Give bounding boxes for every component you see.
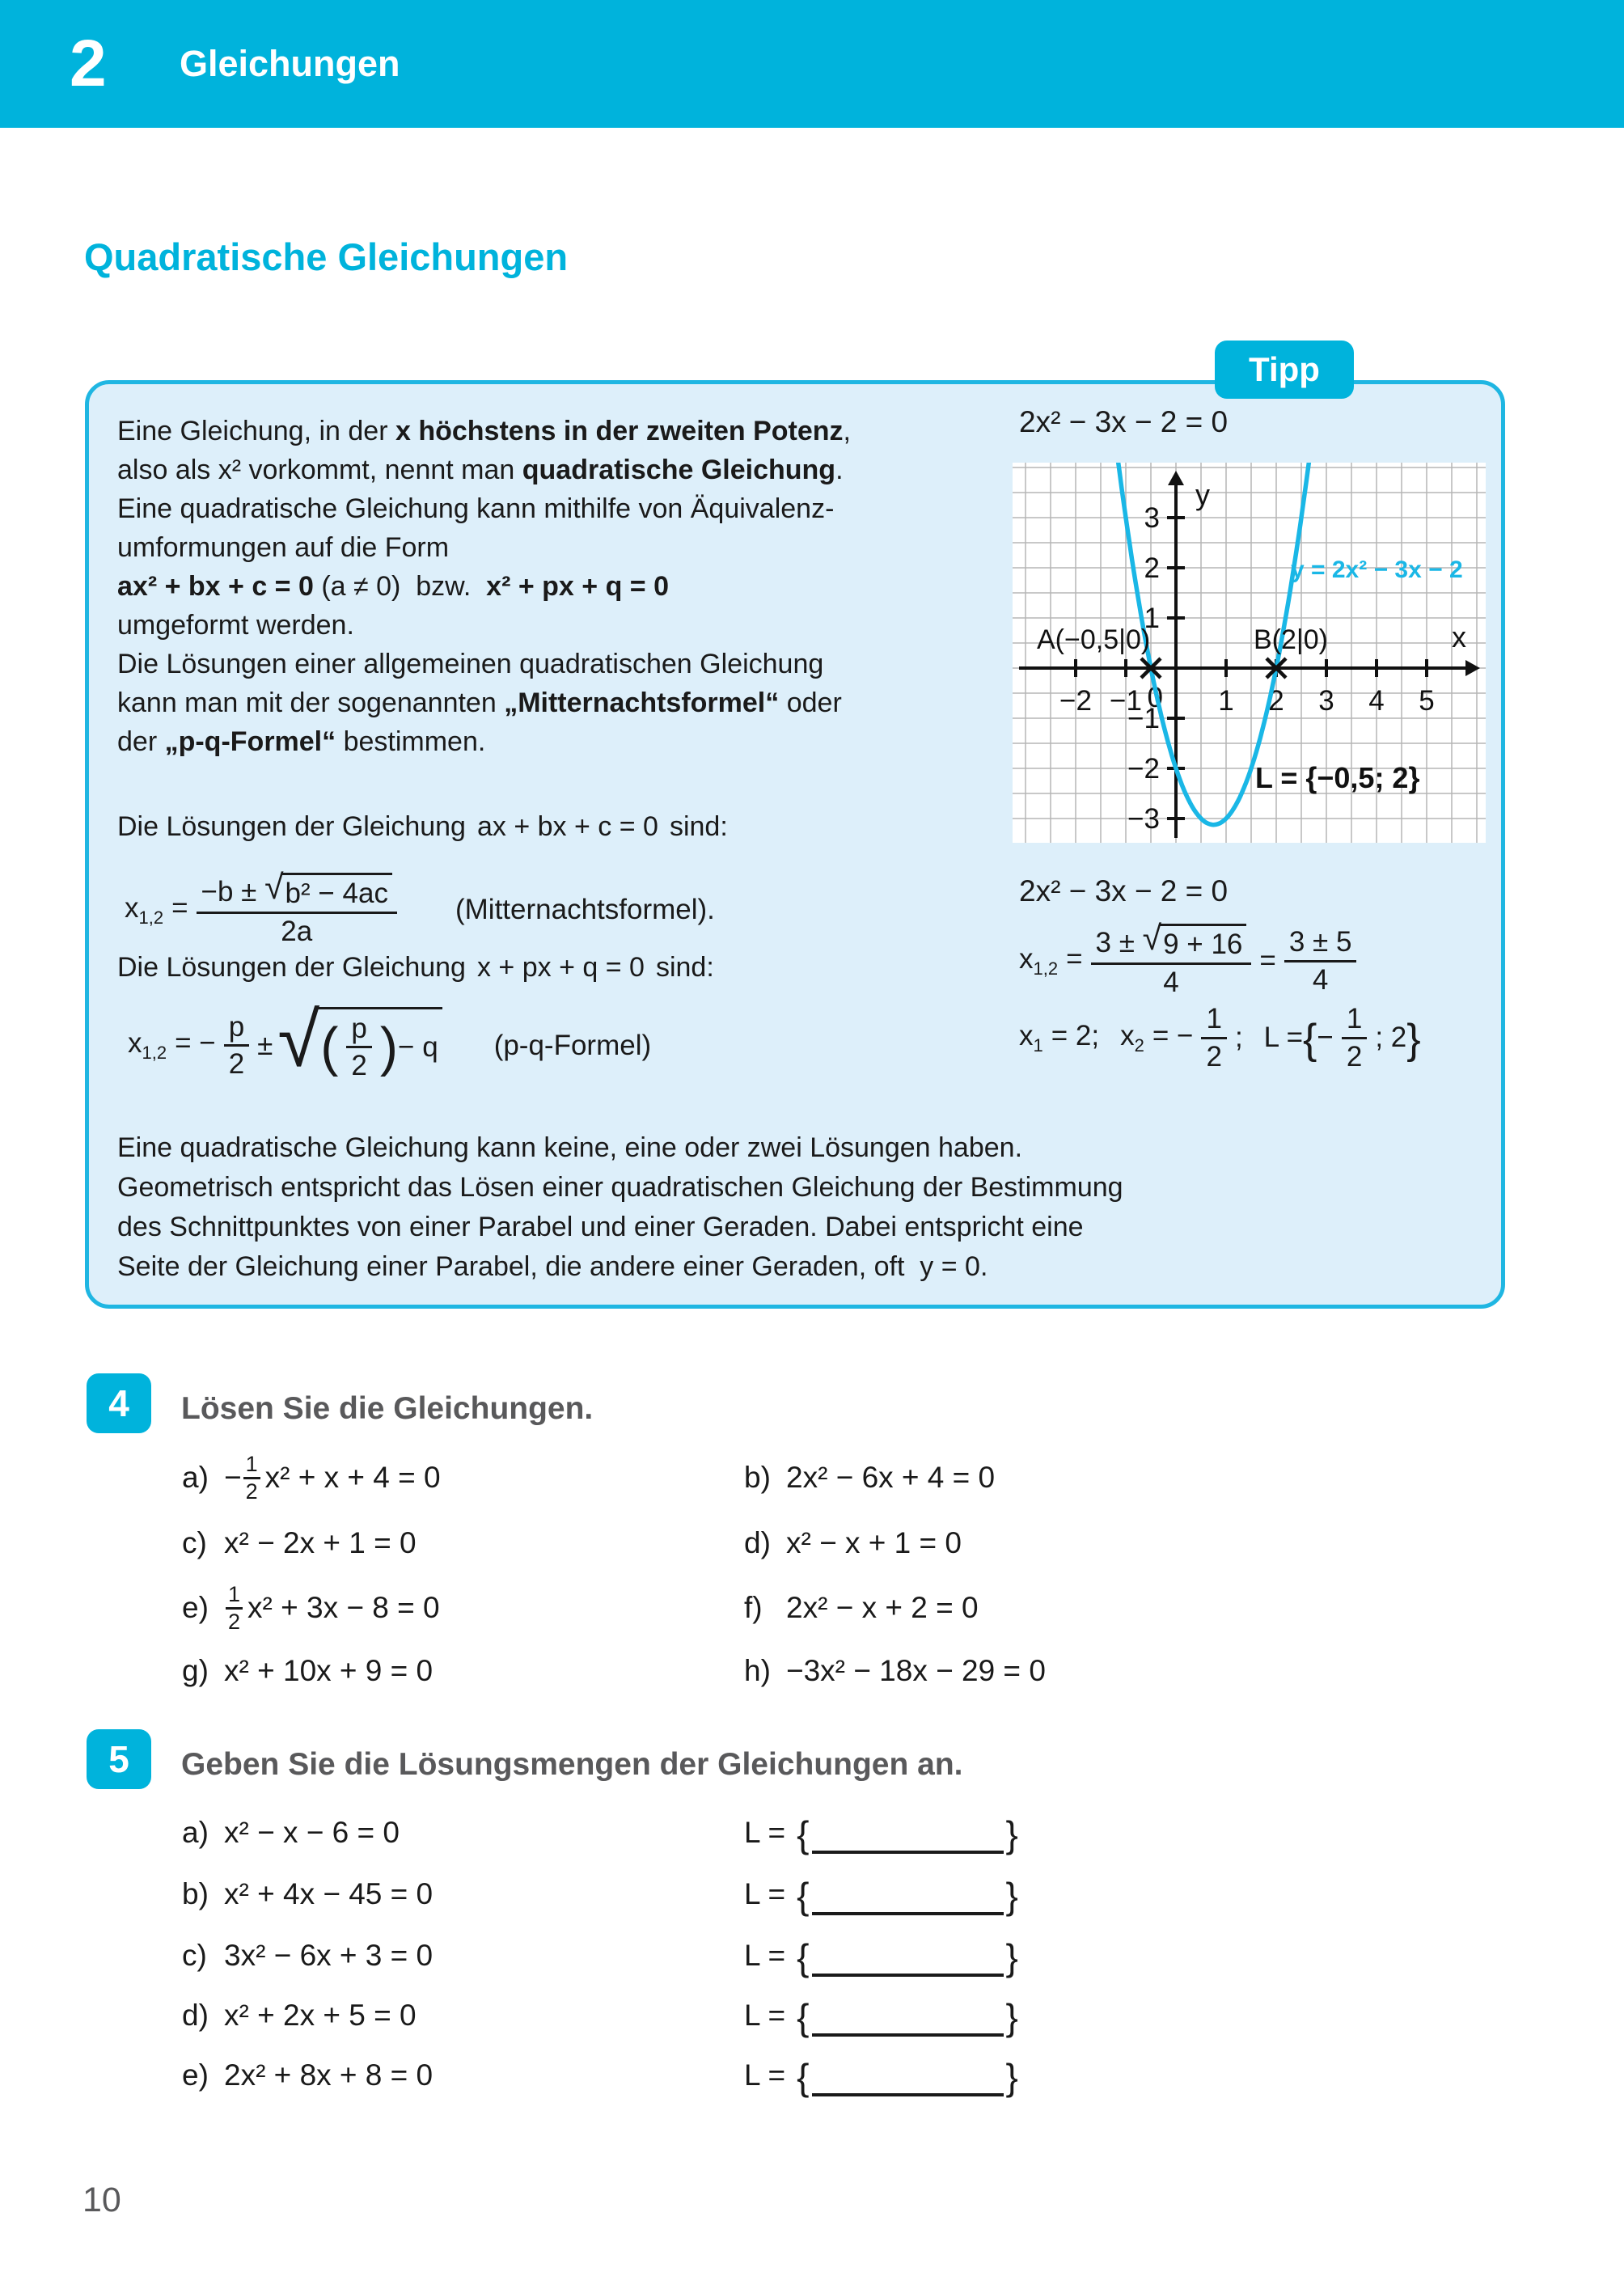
exercise5-item — [182, 1862, 433, 1927]
exercise5-item — [182, 2043, 433, 2108]
solution-set-lhs: L = — [744, 1877, 786, 1910]
tipp-tab: Tipp — [1215, 341, 1354, 399]
y-tick-label: −3 — [1127, 803, 1160, 835]
solution-set-field — [744, 1862, 1018, 1927]
exercise5-item — [182, 1983, 417, 2048]
fraction-denominator: 2 — [228, 1048, 245, 1080]
chapter-number: 2 — [70, 27, 107, 100]
exercise4-item — [744, 1572, 979, 1644]
y-tick-label: 1 — [1144, 603, 1160, 634]
example-solution-step — [1019, 915, 1364, 1007]
fraction-numerator: 1 — [226, 1582, 243, 1609]
text-segment: oder — [779, 687, 842, 718]
text-segment: ax² + bx + c = 0 — [117, 571, 314, 602]
text-segment: Eine Gleichung, in der — [117, 416, 395, 446]
fraction-denominator: 4 — [1163, 966, 1179, 998]
y-tick-label: 3 — [1144, 502, 1160, 534]
open-brace: { — [797, 2056, 810, 2098]
tip-paragraph-intro — [117, 412, 851, 761]
text-segment: umformungen auf die Form — [117, 532, 450, 563]
tip-text-line — [117, 606, 851, 645]
tip-text-line — [117, 722, 851, 761]
section-title: Quadratische Gleichungen — [84, 235, 569, 278]
exercise4-item — [182, 1572, 440, 1644]
square-root — [277, 997, 442, 1084]
function-graph — [1013, 463, 1486, 843]
fraction-denominator: 2 — [228, 1609, 241, 1634]
answer-blank[interactable] — [812, 2033, 1004, 2037]
open-brace: { — [797, 1936, 810, 1978]
y-axis-label: y — [1195, 478, 1210, 511]
radicand — [316, 1007, 442, 1081]
text-segment: quadratische Gleichung — [522, 455, 836, 485]
exercise-4-badge: 4 — [87, 1373, 151, 1433]
fraction-numerator: 3 ± 5 — [1284, 926, 1357, 962]
formula-caption: (Mitternachtsformel). — [455, 894, 715, 925]
minus-sign: − — [1317, 1022, 1334, 1053]
chapter-title: Gleichungen — [180, 43, 400, 84]
equation-text: x² + 3x − 8 = 0 — [247, 1591, 440, 1624]
solution-set-label: L = {−0,5; 2} — [1255, 761, 1420, 794]
equation-text: 2x² + 8x + 8 = 0 — [224, 2058, 433, 2092]
normal-form-equation: x + px + q = 0 — [476, 952, 645, 983]
equation-text: x² + x + 4 = 0 — [264, 1461, 441, 1494]
solution-set-lhs: L = — [744, 1939, 786, 1972]
equation-text: 2x² − 6x + 4 = 0 — [786, 1461, 996, 1494]
item-label: g) — [182, 1654, 209, 1687]
tip-text-line — [117, 451, 851, 489]
exercise4-item — [182, 1507, 417, 1580]
equation-text: −3x² − 18x − 29 = 0 — [786, 1654, 1046, 1687]
radical-sign: √ — [264, 868, 284, 907]
solution-set-lhs: L = — [1263, 1022, 1304, 1053]
tip-text-line — [117, 567, 851, 606]
tip-text-line: Seite der Gleichung einer Parabel, die andere einer Geraden, oft y = 0. — [117, 1251, 988, 1282]
set-rest: ; 2 — [1375, 1022, 1407, 1053]
text-segment: x² + px + q = 0 — [486, 571, 670, 602]
text-segment: . — [835, 455, 844, 485]
minus-sign: − — [224, 1461, 242, 1494]
pq-formel — [128, 999, 651, 1092]
exercise-5-badge: 5 — [87, 1729, 151, 1789]
equation-text: x² + 4x − 45 = 0 — [224, 1877, 433, 1910]
fraction-numerator: p — [346, 1013, 371, 1048]
solution-set-field — [744, 1983, 1018, 2048]
item-label: c) — [182, 1526, 207, 1559]
equation-text: x² − x − 6 = 0 — [224, 1816, 400, 1849]
exercise4-item — [182, 1441, 441, 1514]
formula-caption: (p-q-Formel) — [493, 1029, 652, 1061]
solution-set-field — [744, 1800, 1018, 1865]
exercise5-item — [182, 1800, 400, 1865]
formula-lhs: $x_{1,2}$ = − — [128, 1027, 216, 1063]
x-tick-label: 5 — [1419, 685, 1435, 717]
tip-text-line: Geometrisch entspricht das Lösen einer quadratischen Gleichung der Bestimmung — [117, 1172, 1123, 1203]
equation-text: 3x² − 6x + 3 = 0 — [224, 1939, 433, 1972]
mitternachtsformel — [125, 863, 715, 957]
tip-text-line — [117, 489, 851, 528]
fraction — [1284, 926, 1357, 995]
x-tick-label: −1 — [1110, 685, 1142, 717]
item-label: b) — [744, 1461, 771, 1494]
x-tick-label: 2 — [1268, 685, 1284, 717]
open-paren: ( — [320, 1017, 339, 1077]
text-segment: bestimmen. — [336, 726, 486, 757]
root-1: $x_1 = 2$; — [1019, 1019, 1100, 1056]
exercise4-item — [182, 1635, 433, 1707]
example-equation-top: 2x² − 3x − 2 = 0 — [1019, 405, 1229, 438]
text-segment: x höchstens in der zweiten Potenz — [395, 416, 844, 446]
item-label: d) — [182, 1999, 209, 2032]
intro-text: sind: — [669, 811, 728, 842]
item-label: d) — [744, 1526, 771, 1559]
fraction: $\frac{1}{2}$ — [1201, 1003, 1226, 1072]
tip-text-line — [117, 683, 851, 722]
fraction-numerator: p — [224, 1011, 249, 1047]
item-label: b) — [182, 1877, 209, 1910]
pq-formel-intro — [117, 952, 714, 984]
x-tick-label: 4 — [1368, 685, 1385, 717]
fraction-numerator: 3 ± √ 9 + 16 — [1091, 924, 1252, 964]
point-b-label: B(2|0) — [1254, 624, 1328, 655]
open-brace: { — [1303, 1016, 1317, 1063]
text-segment: umgeformt werden. — [117, 610, 354, 641]
radical-sign: √ — [1142, 919, 1162, 958]
tip-text-line: Eine quadratische Gleichung kann keine, eine oder zwei Lösungen haben. — [117, 1132, 1023, 1163]
tip-text-line — [117, 528, 851, 567]
formula-lhs: $x_{1,2}$ = — [1019, 942, 1083, 979]
equation-text: x² + 10x + 9 = 0 — [224, 1654, 433, 1687]
text-segment: also als x² vorkommt, nennt man — [117, 455, 522, 485]
fraction-denominator: 2a — [281, 915, 313, 947]
curve-label: y = 2x² − 3x − 2 — [1291, 556, 1463, 583]
example-equation-repeat: 2x² − 3x − 2 = 0 — [1019, 874, 1229, 907]
text-segment: Eine quadratische Gleichung kann mithilfe von Äquivalenz- — [117, 493, 835, 524]
item-label: f) — [744, 1591, 763, 1624]
equation-text: x² − x + 1 = 0 — [786, 1526, 962, 1559]
origin-label: 0 — [1147, 682, 1163, 713]
root-2: $x_2$ = − — [1120, 1019, 1194, 1056]
fraction-denominator: 4 — [1312, 963, 1329, 996]
exercise4-item — [744, 1507, 962, 1580]
exercise5-item — [182, 1923, 433, 1988]
tip-text-line — [117, 645, 851, 683]
tip-paragraph-geometry — [117, 1128, 1123, 1287]
close-brace: } — [1005, 1936, 1018, 1978]
intro-text: Die Lösungen der Gleichung — [117, 811, 466, 842]
x-tick-label: 1 — [1218, 685, 1234, 717]
fraction-denominator: 2 — [351, 1050, 367, 1082]
text-segment: „Mitternachtsformel“ — [504, 687, 780, 718]
close-brace: } — [1005, 1813, 1018, 1855]
solution-set-lhs: L = — [744, 1816, 786, 1849]
answer-blank[interactable] — [812, 1912, 1004, 1915]
x-tick-label: −2 — [1059, 685, 1092, 717]
exercise-4-title: Lösen Sie die Gleichungen. — [181, 1391, 594, 1426]
general-form-equation: ax + bx + c = 0 — [476, 811, 658, 842]
close-brace: } — [1005, 1996, 1018, 2038]
item-label: a) — [182, 1816, 209, 1849]
text-segment: der — [117, 726, 165, 757]
fraction: $\frac{1}{2}$ — [1342, 1003, 1367, 1072]
radicand-tail: − q — [398, 1030, 438, 1063]
tip-box — [85, 380, 1505, 1309]
exercise4-item — [744, 1635, 1046, 1707]
text-segment: (a ≠ 0) bzw. — [313, 571, 487, 602]
fraction — [243, 1452, 260, 1503]
fraction — [346, 1013, 371, 1081]
x-tick-label: 3 — [1318, 685, 1334, 717]
intro-text: Die Lösungen der Gleichung — [117, 952, 466, 983]
tip-text-line — [117, 412, 851, 451]
square-root: √ 9 + 16 — [1143, 924, 1247, 960]
solution-set-lhs: L = — [744, 2058, 786, 2092]
example-roots — [1019, 997, 1421, 1078]
intro-text: sind: — [655, 952, 714, 983]
item-label: h) — [744, 1654, 771, 1687]
open-brace: { — [797, 1813, 810, 1855]
exercise4-item — [744, 1441, 995, 1514]
equation-text: x² + 2x + 5 = 0 — [224, 1999, 417, 2032]
fraction-denominator: 2 — [245, 1479, 258, 1504]
point-a-label: A(−0,5|0) — [1037, 624, 1151, 655]
equals-sign: = — [1259, 945, 1276, 976]
solution-set-lhs: L = — [744, 1999, 786, 2032]
y-tick-label: −2 — [1127, 753, 1160, 785]
page-number: 10 — [82, 2181, 121, 2219]
text-segment: „p-q-Formel“ — [164, 726, 336, 757]
mitternachtsformel-intro — [117, 811, 728, 843]
item-label: e) — [182, 2058, 209, 2092]
close-brace: } — [1005, 2056, 1018, 2098]
equation-text: 2x² − x + 2 = 0 — [786, 1591, 979, 1624]
fraction-numerator: 1 — [243, 1452, 260, 1479]
text-segment: kann man mit der sogenannten — [117, 687, 505, 718]
plus-minus: ± — [257, 1029, 273, 1061]
fraction — [224, 1011, 249, 1080]
answer-blank[interactable] — [812, 2093, 1004, 2096]
open-brace: { — [797, 1996, 810, 2038]
solution-set-field — [744, 2043, 1018, 2108]
tip-text-line: des Schnittpunktes von einer Parabel und einer Geraden. Dabei entspricht eine — [117, 1212, 1084, 1242]
x-axis-label: x — [1452, 620, 1466, 654]
close-brace: } — [1406, 1016, 1421, 1063]
y-tick-label: −1 — [1127, 703, 1160, 734]
item-label: a) — [182, 1461, 209, 1494]
close-paren: ) — [379, 1017, 399, 1077]
fraction-numerator: −b ± √ b² − 4ac — [197, 873, 397, 913]
fraction — [226, 1582, 243, 1633]
radical-sign: √ — [277, 997, 320, 1084]
item-label: c) — [182, 1939, 207, 1972]
open-brace: { — [797, 1875, 810, 1917]
separator: ; — [1234, 1022, 1243, 1053]
text-segment: Die Lösungen einer allgemeinen quadratischen Gleichung — [117, 649, 824, 679]
y-tick-label: 2 — [1144, 552, 1160, 584]
text-segment: , — [843, 416, 851, 446]
answer-blank[interactable] — [812, 1974, 1004, 1977]
formula-lhs: $x_{1,2}$ = — [125, 891, 188, 928]
equation-text: x² − 2x + 1 = 0 — [224, 1526, 417, 1559]
close-brace: } — [1005, 1875, 1018, 1917]
exercise-5-title: Geben Sie die Lösungsmengen der Gleichungen an. — [181, 1747, 963, 1782]
answer-blank[interactable] — [812, 1851, 1004, 1854]
square-root: √ b² − 4ac — [264, 873, 392, 909]
fraction — [197, 868, 397, 947]
fraction — [1091, 919, 1252, 998]
solution-set-field — [744, 1923, 1018, 1988]
item-label: e) — [182, 1591, 209, 1624]
